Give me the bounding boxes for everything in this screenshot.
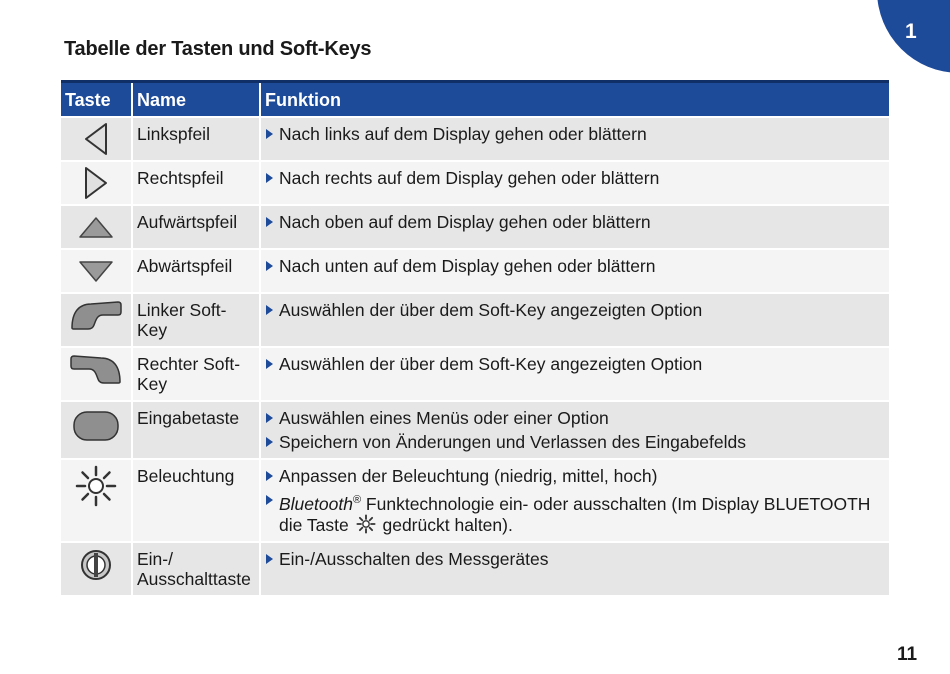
- key-table: [61, 80, 889, 595]
- table-row: [61, 205, 889, 249]
- key-name: Ein-/ Ausschalttaste: [132, 542, 260, 595]
- right-arrow-icon: [82, 166, 110, 200]
- key-cell: [61, 459, 132, 542]
- key-function: [260, 293, 889, 347]
- table-row: [61, 117, 889, 161]
- table-row: [61, 459, 889, 542]
- right-soft-key-icon: [69, 352, 123, 386]
- power-button-icon: [78, 547, 114, 583]
- table-header-row: [61, 82, 889, 118]
- function-item: Auswählen der über dem Soft-Key angezeigten Option: [265, 354, 885, 374]
- function-item: Ein-/Ausschalten des Messgerätes: [265, 549, 885, 569]
- key-cell: [61, 249, 132, 293]
- key-function: [260, 542, 889, 595]
- up-arrow-icon: [78, 210, 114, 240]
- key-function: [260, 347, 889, 401]
- key-name: Rechtspfeil: [132, 161, 260, 205]
- table-row: [61, 347, 889, 401]
- bluetooth-text-end: gedrückt halten).: [382, 514, 513, 535]
- table-row: [61, 542, 889, 595]
- table-row: [61, 249, 889, 293]
- chapter-number: 1: [905, 20, 917, 43]
- table-row: [61, 401, 889, 459]
- key-name: Eingabetaste: [132, 401, 260, 459]
- function-item: Speichern von Änderungen und Verlassen des Eingabefelds: [265, 432, 885, 452]
- table-row: [61, 161, 889, 205]
- function-item-bluetooth: [265, 490, 885, 535]
- key-cell: [61, 161, 132, 205]
- left-soft-key-icon: [69, 298, 123, 332]
- key-name: Abwärtspfeil: [132, 249, 260, 293]
- registered-mark: ®: [352, 494, 362, 506]
- function-item: Auswählen der über dem Soft-Key angezeigten Option: [265, 300, 885, 320]
- key-function: [260, 205, 889, 249]
- header-function: Funktion: [260, 82, 889, 118]
- key-name: Aufwärtspfeil: [132, 205, 260, 249]
- key-name: Rechter Soft-Key: [132, 347, 260, 401]
- header-key: Taste: [61, 82, 132, 118]
- function-item: Nach oben auf dem Display gehen oder blättern: [265, 212, 885, 232]
- down-arrow-icon: [78, 254, 114, 284]
- key-name: Beleuchtung: [132, 459, 260, 542]
- function-item: Nach unten auf dem Display gehen oder blättern: [265, 256, 885, 276]
- function-item: Nach links auf dem Display gehen oder blättern: [265, 124, 885, 144]
- backlight-sun-inline-icon: [356, 514, 376, 534]
- function-item: Auswählen eines Menüs oder einer Option: [265, 408, 885, 428]
- key-function: [260, 117, 889, 161]
- bluetooth-brand: Bluetooth: [279, 493, 353, 514]
- table-row: [61, 293, 889, 347]
- key-function: [260, 459, 889, 542]
- function-item: Anpassen der Beleuchtung (niedrig, mittel, hoch): [265, 466, 885, 486]
- key-cell: [61, 205, 132, 249]
- key-cell: [61, 117, 132, 161]
- key-cell: [61, 293, 132, 347]
- page-title: Tabelle der Tasten und Soft-Keys: [64, 38, 372, 60]
- key-cell: [61, 401, 132, 459]
- backlight-sun-icon: [74, 464, 118, 508]
- function-item: Nach rechts auf dem Display gehen oder blättern: [265, 168, 885, 188]
- key-function: [260, 161, 889, 205]
- key-function: [260, 401, 889, 459]
- key-cell: [61, 347, 132, 401]
- key-name: Linker Soft-Key: [132, 293, 260, 347]
- header-name: Name: [132, 82, 260, 118]
- enter-key-icon: [71, 406, 121, 446]
- key-function: [260, 249, 889, 293]
- left-arrow-icon: [82, 122, 110, 156]
- key-cell: [61, 542, 132, 595]
- key-name: Linkspfeil: [132, 117, 260, 161]
- page-number: 11: [897, 644, 918, 665]
- bluetooth-text: Funktechnologie ein- oder ausschalten (Im Display BLUETOOTH die Taste: [279, 493, 871, 535]
